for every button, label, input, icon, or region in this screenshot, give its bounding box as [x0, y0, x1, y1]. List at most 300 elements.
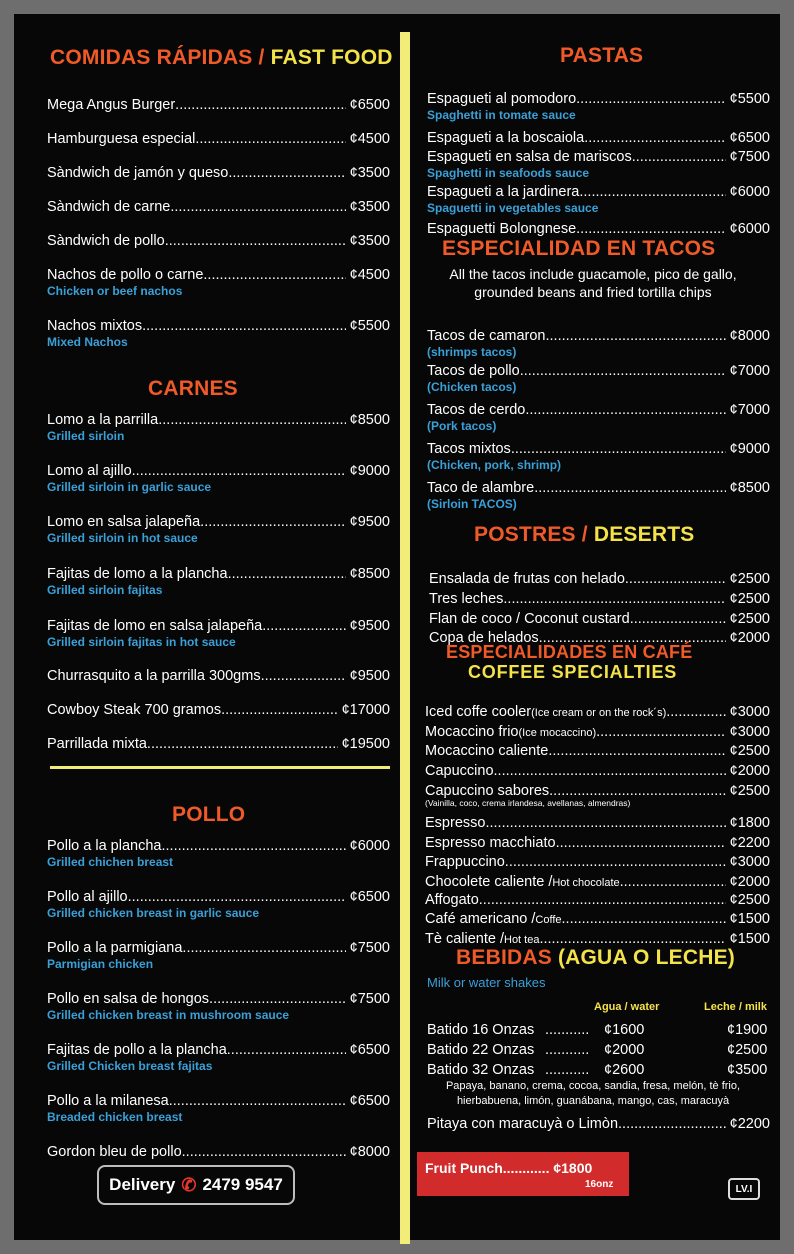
- item-line: [47, 411, 390, 429]
- menu-item: [427, 90, 770, 122]
- item-price: ¢1800: [729, 815, 770, 831]
- item-line: [47, 232, 390, 250]
- item-line: [47, 701, 390, 719]
- menu-item: [47, 198, 390, 216]
- brand-badge: LV.I: [728, 1178, 760, 1200]
- item-name: Taco de alambre: [427, 480, 535, 496]
- pastas-heading: PASTAS: [560, 44, 644, 67]
- postres-title-en: DESERTS: [593, 523, 695, 546]
- flavors-line-2: hierbabuena, limón, guanábana, mango, cas, maracuyà: [456, 1095, 730, 1107]
- item-line: [47, 1143, 390, 1161]
- bebidas-title-en: (AGUA O LECHE): [557, 946, 735, 969]
- item-name: Ensalada de frutas con helado: [429, 571, 625, 587]
- leader-dots: ...........: [545, 1022, 590, 1038]
- menu-item: [47, 1143, 390, 1161]
- item-translation: Mixed Nachos: [47, 335, 128, 349]
- item-line: [429, 610, 770, 628]
- item-price: ¢5500: [349, 318, 390, 334]
- item-extra: (Ice cream or on the rock´s): [531, 707, 667, 719]
- item-price: ¢2000: [729, 630, 770, 646]
- item-line: [427, 220, 770, 238]
- shake-row: [412, 1042, 774, 1060]
- menu-item: [47, 1092, 390, 1124]
- menu-item: [47, 232, 390, 250]
- item-translation: Grilled Chicken breast fajitas: [47, 1059, 213, 1073]
- item-line: [47, 96, 390, 114]
- item-line: [47, 990, 390, 1008]
- right-column: [412, 14, 774, 1240]
- fruit-punch-line: [425, 1160, 592, 1176]
- leader-dots: [632, 148, 726, 166]
- item-name: Affogato: [425, 892, 479, 908]
- shake-milk-price: ¢3500: [727, 1062, 768, 1078]
- leader-dots: [625, 570, 726, 588]
- item-line: [47, 837, 390, 855]
- shake-row: [412, 1022, 774, 1040]
- item-price: ¢4500: [349, 131, 390, 147]
- leader-dots: [142, 317, 346, 335]
- menu-item: [47, 130, 390, 148]
- item-line: [425, 742, 770, 760]
- menu-item: [47, 317, 390, 349]
- item-price: ¢9500: [349, 618, 390, 634]
- item-line: [429, 590, 770, 608]
- item-price: ¢1500: [729, 911, 770, 927]
- leader-dots: [576, 90, 726, 108]
- item-name: Nachos de pollo o carne: [47, 267, 204, 283]
- tacos-heading: ESPECIALIDAD EN TACOS: [442, 237, 716, 260]
- shake-name: Batido 22 Onzas: [427, 1042, 535, 1058]
- item-name: Tacos de pollo: [427, 363, 520, 379]
- item-name: Café americano /: [425, 911, 536, 927]
- item-line: [47, 164, 390, 182]
- shake-milk-price: ¢2500: [727, 1042, 768, 1058]
- menu-item: [429, 610, 770, 628]
- leader-dots: [503, 590, 725, 608]
- item-price: ¢6500: [349, 1093, 390, 1109]
- item-price: ¢9000: [349, 463, 390, 479]
- leader-dots: [182, 939, 345, 957]
- leader-dots: [505, 853, 726, 871]
- menu-item: [425, 910, 770, 929]
- item-price: ¢3000: [729, 854, 770, 870]
- item-line: [427, 401, 770, 419]
- item-price: ¢8500: [729, 480, 770, 496]
- menu-sheet: [14, 14, 780, 1240]
- item-line: [425, 814, 770, 832]
- item-name: Nachos mixtos: [47, 318, 143, 334]
- leader-dots: [200, 513, 346, 531]
- item-price: ¢2500: [729, 611, 770, 627]
- menu-item: [47, 888, 390, 920]
- item-name: Lomo en salsa jalapeña: [47, 514, 201, 530]
- menu-item: [47, 462, 390, 494]
- item-name: Sàndwich de carne: [47, 199, 171, 215]
- fruit-punch-size: 16onz: [585, 1179, 614, 1190]
- item-extra: Hot tea: [504, 934, 540, 946]
- item-name: Tacos de cerdo: [427, 402, 526, 418]
- item-line: [47, 317, 390, 335]
- item-line: [425, 703, 770, 722]
- item-translation: (Chicken, pork, shrimp): [427, 458, 562, 472]
- item-name: Espagueti en salsa de mariscos: [427, 149, 632, 165]
- item-name: Sàndwich de jamón y queso: [47, 165, 229, 181]
- leader-dots: [545, 327, 725, 345]
- shake-row: [412, 1062, 774, 1080]
- item-translation: Grilled sirloin in garlic sauce: [47, 480, 212, 494]
- shake-milk-price: ¢1900: [727, 1022, 768, 1038]
- shake-water-price: ¢2600: [604, 1062, 645, 1078]
- item-price: ¢7500: [729, 149, 770, 165]
- leader-dots: [479, 891, 726, 909]
- item-name: Espresso: [425, 815, 486, 831]
- item-name: Fajitas de lomo en salsa jalapeña: [47, 618, 263, 634]
- fruit-punch-name: Fruit Punch: [425, 1160, 503, 1176]
- item-price: ¢2000: [729, 874, 770, 890]
- menu-item: [47, 513, 390, 545]
- item-price: ¢3500: [349, 199, 390, 215]
- item-translation: Grilled sirloin: [47, 429, 125, 443]
- left-column: [32, 14, 393, 1240]
- leader-dots: [228, 164, 345, 182]
- shake-water-price: ¢2000: [604, 1042, 645, 1058]
- item-line: [47, 667, 390, 685]
- item-price: ¢6500: [349, 97, 390, 113]
- menu-item: [425, 742, 770, 760]
- item-translation: (Sirloin TACOS): [427, 497, 517, 511]
- item-translation: (Chicken tacos): [427, 380, 517, 394]
- item-name: Espagueti a la jardinera: [427, 184, 580, 200]
- leader-dots: [579, 183, 725, 201]
- leader-dots: [576, 220, 726, 238]
- menu-item: [47, 990, 390, 1022]
- leader-dots: [618, 1115, 726, 1133]
- item-price: ¢7000: [729, 402, 770, 418]
- item-price: ¢6000: [349, 838, 390, 854]
- item-name: Pollo al ajillo: [47, 889, 128, 905]
- leader-dots: [534, 479, 725, 497]
- item-price: ¢9500: [349, 514, 390, 530]
- leader-dots: [548, 742, 725, 760]
- item-translation: Chicken or beef nachos: [47, 284, 183, 298]
- leader-dots: [262, 617, 345, 635]
- item-price: ¢6500: [349, 1042, 390, 1058]
- leader-dots: [209, 990, 346, 1008]
- menu-item: [425, 853, 770, 871]
- leader-dots: [511, 440, 726, 458]
- shake-water-price: ¢1600: [604, 1022, 645, 1038]
- item-translation: Spaghetti in tomate sauce: [427, 108, 576, 122]
- item-name: Churrasquito a la parrilla 300gms: [47, 668, 261, 684]
- leader-dots: ...........: [545, 1042, 590, 1058]
- item-translation: Spaghetti in seafoods sauce: [427, 166, 590, 180]
- tacos-note-line-1: All the tacos include guacamole, pico de gallo,: [449, 266, 737, 282]
- menu-item: [427, 129, 770, 147]
- menu-item: [427, 183, 770, 215]
- item-translation: Grilled chichen breast: [47, 855, 174, 869]
- item-price: ¢1500: [729, 931, 770, 947]
- leader-dots: [169, 1092, 346, 1110]
- menu-item: [425, 891, 770, 909]
- item-price: ¢2500: [729, 571, 770, 587]
- item-price: ¢2000: [729, 763, 770, 779]
- menu-item: [427, 401, 770, 433]
- menu-item: [427, 440, 770, 472]
- item-name: Mocaccino caliente: [425, 743, 549, 759]
- item-line: [427, 362, 770, 380]
- item-line: [429, 570, 770, 588]
- bebidas-subtitle: Milk or water shakes: [427, 975, 546, 990]
- menu-item: [425, 814, 770, 832]
- item-name: Tres leches: [429, 591, 504, 607]
- menu-item: [47, 617, 390, 649]
- menu-item: [47, 939, 390, 971]
- leader-dots: [630, 610, 726, 628]
- menu-item: [47, 266, 390, 298]
- item-name: Pollo a la plancha: [47, 838, 162, 854]
- flavors-line-1: Papaya, banano, crema, cocoa, sandia, fresa, melón, tè frio,: [445, 1080, 741, 1092]
- menu-item: [427, 362, 770, 394]
- leader-dots: [221, 701, 338, 719]
- leader-dots: [584, 129, 725, 147]
- delivery-label: Delivery: [109, 1175, 176, 1194]
- item-price: ¢8500: [349, 412, 390, 428]
- cafe-heading-en: COFFEE SPECIALTIES: [468, 662, 678, 682]
- item-name: Iced coffe cooler: [425, 704, 532, 720]
- item-line: [47, 513, 390, 531]
- delivery-badge[interactable]: [97, 1165, 295, 1205]
- item-line: [47, 939, 390, 957]
- item-line: [425, 891, 770, 909]
- menu-item: [47, 735, 390, 753]
- item-translation: Spaguetti in vegetables sauce: [427, 201, 599, 215]
- item-line: [425, 762, 770, 780]
- leader-dots: [485, 814, 725, 832]
- item-line: [427, 183, 770, 201]
- item-line: [425, 853, 770, 871]
- item-line: [427, 440, 770, 458]
- item-extra: Hot chocolate: [552, 877, 620, 889]
- leader-dots: [195, 130, 345, 148]
- item-line: [47, 735, 390, 753]
- menu-item: [47, 1041, 390, 1073]
- item-name: Hamburguesa especial: [47, 131, 196, 147]
- item-name: Espagueti a la boscaiola: [427, 130, 585, 146]
- menu-item: [425, 873, 770, 892]
- item-name: Fajitas de pollo a la plancha: [47, 1042, 227, 1058]
- item-price: ¢6000: [729, 221, 770, 237]
- leader-dots: [556, 834, 726, 852]
- fast-food-heading: [50, 46, 393, 70]
- item-price: ¢8500: [349, 566, 390, 582]
- leader-dots: [147, 735, 338, 753]
- cafe-heading-es: ESPECIALIDADES EN CAFÉ: [446, 642, 693, 662]
- item-line: [427, 479, 770, 497]
- item-name: Pollo en salsa de hongos: [47, 991, 210, 1007]
- phone-icon: ✆: [181, 1174, 197, 1195]
- item-name: Flan de coco / Coconut custard: [429, 611, 630, 627]
- item-translation: Grilled chicken breast in mushroom sauce: [47, 1008, 290, 1022]
- item-price: ¢3500: [349, 233, 390, 249]
- leader-dots: [596, 723, 726, 741]
- item-price: ¢2200: [729, 1116, 770, 1132]
- leader-dots: [170, 198, 345, 216]
- item-name: Copa de helados: [429, 630, 539, 646]
- fast-food-title-es: COMIDAS RÁPIDAS /: [50, 46, 271, 69]
- item-line: [47, 1092, 390, 1110]
- item-line: [425, 910, 770, 929]
- item-price: ¢2200: [729, 835, 770, 851]
- item-price: ¢6500: [349, 889, 390, 905]
- item-line: [427, 148, 770, 166]
- item-name: Gordon bleu de pollo: [47, 1144, 182, 1160]
- item-price: ¢2500: [729, 783, 770, 799]
- col-water-header: Agua / water: [594, 1001, 660, 1013]
- menu-item: [47, 96, 390, 114]
- menu-item: [429, 590, 770, 608]
- item-name: Espresso macchiato: [425, 835, 556, 851]
- leader-dots: [182, 1143, 346, 1161]
- shake-name: Batido 32 Onzas: [427, 1062, 535, 1078]
- fast-food-title-en: FAST FOOD: [270, 46, 393, 69]
- item-translation: Grilled sirloin in hot sauce: [47, 531, 198, 545]
- col-milk-header: Leche / milk: [704, 1001, 767, 1013]
- item-price: ¢17000: [341, 702, 390, 718]
- leader-dots: [562, 910, 726, 928]
- leader-dots: [227, 1041, 346, 1059]
- pollo-heading: POLLO: [172, 803, 246, 826]
- item-name: Mega Angus Burger: [47, 97, 176, 113]
- leader-dots: [525, 401, 725, 419]
- leader-dots: [132, 462, 346, 480]
- menu-item: [429, 570, 770, 588]
- item-name: Pollo a la parmigiana: [47, 940, 183, 956]
- item-line: [47, 617, 390, 635]
- leader-dots: [161, 837, 345, 855]
- item-name: Mocaccino frio: [425, 724, 519, 740]
- item-line: [427, 90, 770, 108]
- item-line: [47, 462, 390, 480]
- item-line: [425, 834, 770, 852]
- item-name: Cowboy Steak 700 gramos: [47, 702, 222, 718]
- item-price: ¢2500: [729, 892, 770, 908]
- bebidas-title-es: BEBIDAS: [456, 946, 558, 969]
- item-extra: Coffe: [535, 914, 562, 926]
- postres-title-es: POSTRES /: [474, 523, 594, 546]
- postres-heading: [474, 523, 694, 547]
- menu-item: [425, 834, 770, 852]
- sabores-note: (Vainilla, coco, crema irlandesa, avellanas, almendras): [425, 798, 631, 808]
- item-name: Capuccino sabores: [425, 783, 550, 799]
- item-line: [47, 130, 390, 148]
- column-divider: [400, 32, 410, 1244]
- item-name: Pitaya con maracuyà o Limòn: [427, 1116, 619, 1132]
- item-name: Parrillada mixta: [47, 736, 147, 752]
- item-name: Tè caliente /: [425, 931, 504, 947]
- leader-dots: [494, 762, 726, 780]
- carnes-heading: CARNES: [148, 377, 238, 400]
- item-price: ¢2500: [729, 591, 770, 607]
- item-price: ¢7500: [349, 940, 390, 956]
- fruit-punch-price: ¢1800: [553, 1160, 593, 1176]
- menu-item: [47, 701, 390, 719]
- menu-item: [425, 703, 770, 722]
- item-name: Lomo al ajillo: [47, 463, 132, 479]
- item-price: ¢9500: [349, 668, 390, 684]
- menu-item: [425, 762, 770, 780]
- item-name: Tacos de camaron: [427, 328, 546, 344]
- item-name: Fajitas de lomo a la plancha: [47, 566, 228, 582]
- leader-dots: [203, 266, 345, 284]
- leader-dots: [520, 362, 726, 380]
- delivery-phone: 2479 9547: [202, 1175, 283, 1194]
- item-name: Sàndwich de pollo: [47, 233, 165, 249]
- leader-dots: [228, 565, 346, 583]
- item-name: Chocolete caliente /: [425, 874, 553, 890]
- item-line: [427, 327, 770, 345]
- fruit-punch-box: [417, 1152, 629, 1196]
- item-name: Lomo a la parrilla: [47, 412, 159, 428]
- item-translation: Breaded chicken breast: [47, 1110, 183, 1124]
- item-translation: (shrimps tacos): [427, 345, 517, 359]
- item-price: ¢6500: [729, 130, 770, 146]
- item-name: Espagueti al pomodoro: [427, 91, 577, 107]
- leader-dots: [261, 667, 346, 685]
- leader-dots: [158, 411, 345, 429]
- item-name: Tacos mixtos: [427, 441, 511, 457]
- item-line: [47, 198, 390, 216]
- item-price: ¢8000: [349, 1144, 390, 1160]
- item-line: [47, 1041, 390, 1059]
- item-price: ¢3000: [729, 724, 770, 740]
- item-line: [47, 888, 390, 906]
- item-translation: Grilled chicken breast in garlic sauce: [47, 906, 260, 920]
- tacos-note-line-2: grounded beans and fried tortilla chips: [474, 284, 712, 300]
- item-price: ¢8000: [729, 328, 770, 344]
- menu-item: [427, 479, 770, 511]
- menu-item: [47, 667, 390, 685]
- item-name: Frappuccino: [425, 854, 505, 870]
- item-translation: Grilled sirloin fajitas in hot sauce: [47, 635, 236, 649]
- item-extra: (Ice mocaccino): [518, 727, 597, 739]
- shake-name: Batido 16 Onzas: [427, 1022, 535, 1038]
- leader-dots: ...........: [545, 1062, 590, 1078]
- item-name: Espaguetti Bolongnese: [427, 221, 577, 237]
- menu-item: [427, 148, 770, 180]
- leader-dots: [666, 703, 725, 721]
- bebidas-heading: [456, 946, 735, 970]
- menu-item: [427, 220, 770, 238]
- item-price: ¢7500: [349, 991, 390, 1007]
- leader-dots: [128, 888, 346, 906]
- item-price: ¢2500: [729, 743, 770, 759]
- item-price: ¢9000: [729, 441, 770, 457]
- menu-item-pitaya: [427, 1115, 770, 1133]
- item-price: ¢4500: [349, 267, 390, 283]
- item-name: Pollo a la milanesa: [47, 1093, 169, 1109]
- item-price: ¢3500: [349, 165, 390, 181]
- leader-dots: [165, 232, 346, 250]
- item-line: [427, 129, 770, 147]
- leader-dots: [620, 873, 726, 891]
- leader-dots: [175, 96, 346, 114]
- item-name: Capuccino: [425, 763, 494, 779]
- menu-item: [427, 327, 770, 359]
- item-translation: Parmigian chicken: [47, 957, 154, 971]
- menu-item: [47, 565, 390, 597]
- item-price: ¢19500: [341, 736, 390, 752]
- menu-item: [425, 723, 770, 742]
